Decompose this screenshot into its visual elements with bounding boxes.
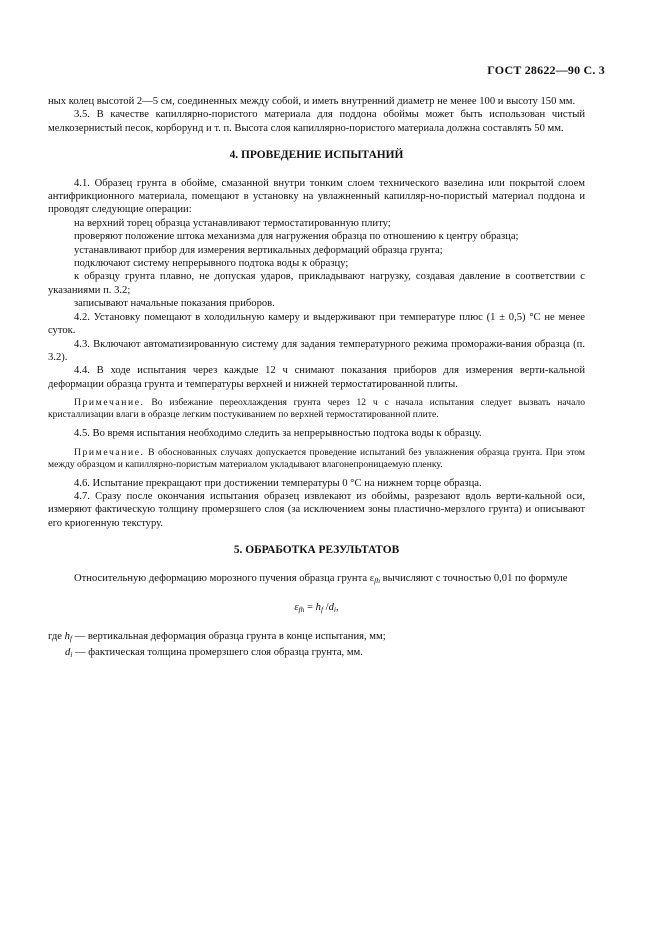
section-5-title: 5. ОБРАБОТКА РЕЗУЛЬТАТОВ (233, 544, 400, 557)
formula-h: h (315, 601, 321, 613)
formula-equals: = (304, 601, 316, 613)
epsilon-subscript: fh (374, 575, 381, 585)
def-d-var: d (65, 646, 71, 658)
paragraph-4-7: 4.7. Сразу после окончания испытания образец извлекают из обоймы, разрезают вдоль верти-кальной оси, измеряют фактическую толщину промерзшего слоя (за исключением зоны пластично-мерзлого грунта) и описывают его криогенную текстуру. (48, 490, 585, 529)
note-1-text: Во избежание переохлаждения грунта через 12 ч с начала испытания следует вызвать начало кристаллизации влаги в образце легким постукиванием по верхней термостатированной плите. (48, 397, 586, 421)
paragraph-4-3: 4.3. Включают автоматизированную систему для задания температурного режима проморажи-вания образца (п. 3.2). (48, 338, 585, 363)
formula-d: d (328, 601, 334, 613)
note-label: Примечание. (74, 397, 145, 409)
operation-item: подключают систему непрерывного подтока воды к образцу; (74, 258, 349, 270)
note-2 (48, 447, 585, 471)
operation-item: проверяют положение штока механизма для нагружения образца по отношению к центру образца; (74, 231, 519, 243)
paragraph-4-2: 4.2. Установку помещают в холодильную камеру и выдерживают при температуре плюс (1 ± 0,5) °С не менее суток. (48, 311, 585, 337)
def-h-var: h (64, 631, 70, 643)
where-label: где (48, 631, 62, 643)
note-2-text: В обоснованных случаях допускается проведение испытаний без увлажнения образца грунта. При этом между образцом и капиллярно-пористым материалом укладывают влагонепроницаемую пленку. (48, 446, 585, 470)
def-d-text: — фактическая толщина промерзшего слоя образца грунта, мм. (72, 646, 363, 658)
def-h-text: — вертикальная деформация образца грунта в конце испытания, мм; (71, 631, 386, 643)
operation-item: к образцу грунта плавно, не допуская ударов, прикладывают нагрузку, создавая давление в соответствии с указаниями п. 3.2; (48, 271, 585, 296)
formula-epsilon: ε (294, 601, 299, 613)
paragraph-4-4: 4.4. В ходе испытания через каждые 12 ч снимают показания приборов для измерения верти-кальной деформации образца грунта и температуры верхней и нижней термостатированной плиты. (48, 365, 585, 390)
paragraph-4-1: 4.1. Образец грунта в обойме, смазанной внутри тонким слоем технического вазелина или покрытой слоем антифрикционного материала, помещают в установку на увлажненный капилляр-но-пористый материал поддона и проводят следующие операции: (48, 177, 585, 216)
note-1 (48, 397, 585, 421)
paragraph-continuation: ных колец высотой 2—5 см, соединенных между собой, и иметь внутренний диаметр не менее 100 и высоту 150 мм. (48, 96, 576, 107)
formula-epsilon-sub: fh (298, 604, 305, 614)
paragraph-4-6: 4.6. Испытание прекращают при достижении температуры 0 °С на нижнем торце образца. (74, 477, 482, 489)
note-label: Примечание. (74, 446, 145, 458)
paragraph-4-5: 4.5. Во время испытания необходимо следить за непрерывностью подтока воды к образцу. (74, 428, 482, 440)
intro-text: Относительную деформацию морозного пучения образца грунта ε (74, 572, 375, 584)
formula (48, 601, 585, 616)
document-body (48, 95, 585, 661)
formula-h-sub: f (320, 604, 324, 614)
formula-slash: / (323, 601, 329, 613)
def-h-sub: f (69, 634, 72, 644)
page-header: ГОСТ 28622—90 С. 3 (487, 63, 605, 77)
definition-d (48, 646, 585, 661)
operation-item: на верхний торец образца устанавливают термостатированную плиту; (74, 217, 391, 229)
formula-comma: , (336, 601, 339, 613)
formula-d-sub: i (333, 604, 337, 614)
def-d-sub: i (70, 649, 73, 659)
operation-item: записывают начальные показания приборов. (74, 298, 275, 310)
paragraph-5-intro (48, 572, 585, 587)
operation-item: устанавливают прибор для измерения вертикальных деформаций образца грунта; (74, 244, 443, 256)
definition-h (48, 630, 585, 645)
paragraph-3-5: 3.5. В качестве капиллярно-пористого материала для поддона обоймы может быть использован чистый мелкозернистый песок, корборунд и т. п. Высота слоя капиллярно-пористого материала должна составлять 50 мм. (48, 109, 585, 134)
section-4-title: 4. ПРОВЕДЕНИЕ ИСПЫТАНИЙ (229, 149, 404, 162)
intro-text-tail: вычисляют с точностью 0,01 по формуле (380, 572, 568, 584)
